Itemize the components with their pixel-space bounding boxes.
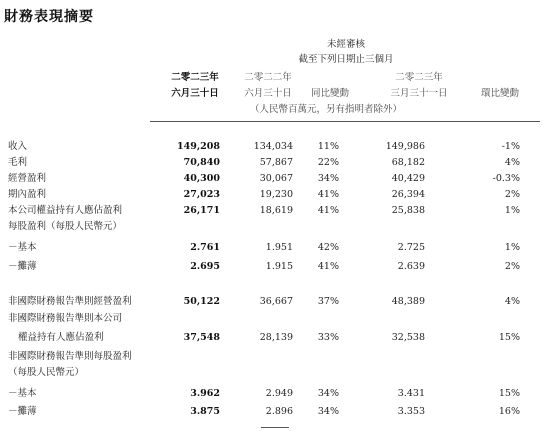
table-row xyxy=(0,387,550,400)
cell-q2-2022: 134,034 xyxy=(253,141,293,152)
cell-q2-2022: 19,230 xyxy=(259,189,293,200)
table-row xyxy=(0,331,550,344)
cell-yoy: 42% xyxy=(317,242,339,253)
row-label: 本公司權益持有人應佔盈利 xyxy=(8,205,123,216)
cell-qoq: 4% xyxy=(504,296,520,307)
table-row xyxy=(0,172,550,185)
cell-yoy: 33% xyxy=(317,332,339,343)
cell-q2-2023: 50,122 xyxy=(183,296,220,307)
cell-q1-2023: 48,389 xyxy=(391,296,425,307)
cell-qoq: 16% xyxy=(498,406,520,417)
cell-qoq: -0.3% xyxy=(492,173,520,184)
cell-q1-2023: 149,986 xyxy=(385,141,425,152)
bottom-rule xyxy=(261,427,289,428)
cell-yoy: 41% xyxy=(317,205,339,216)
row-label: 非國際財務報告準則經營盈利 xyxy=(8,296,132,307)
cell-q2-2023: 40,300 xyxy=(183,173,220,184)
cell-q2-2022: 1.915 xyxy=(265,261,293,272)
cell-yoy: 34% xyxy=(317,388,339,399)
header-col-2022-jun-date: 六月三十日 xyxy=(244,88,292,99)
page-title: 財務表現摘要 xyxy=(4,9,94,25)
header-col-2022-jun-year: 二零二二年 xyxy=(244,72,292,83)
header-period: 截至下列日期止三個月 xyxy=(298,54,394,65)
row-label: （每股人民幣元） xyxy=(8,367,85,378)
cell-q2-2023: 70,840 xyxy=(183,157,220,168)
header-rule xyxy=(150,121,540,122)
cell-q2-2023: 2.695 xyxy=(190,261,220,272)
cell-q2-2022: 36,667 xyxy=(259,296,293,307)
cell-q2-2023: 2.761 xyxy=(190,242,220,253)
table-row xyxy=(0,350,550,363)
cell-q2-2022: 2.949 xyxy=(265,388,293,399)
row-label: 非國際財務報告準則每股盈利 xyxy=(8,351,132,362)
cell-q2-2022: 28,139 xyxy=(259,332,293,343)
cell-q1-2023: 25,838 xyxy=(391,205,425,216)
header-yoy-change: 同比變動 xyxy=(310,88,349,99)
table-row xyxy=(0,260,550,273)
cell-qoq: 2% xyxy=(504,189,520,200)
cell-yoy: 34% xyxy=(317,173,339,184)
cell-q2-2022: 57,867 xyxy=(259,157,293,168)
cell-q2-2022: 1.951 xyxy=(265,242,293,253)
cell-q1-2023: 3.431 xyxy=(397,388,425,399)
cell-qoq: 1% xyxy=(504,242,520,253)
cell-q2-2022: 30,067 xyxy=(259,173,293,184)
cell-yoy: 37% xyxy=(317,296,339,307)
cell-qoq: 1% xyxy=(504,205,520,216)
cell-q2-2022: 18,619 xyxy=(259,205,293,216)
row-label: 期內盈利 xyxy=(8,189,47,200)
cell-q2-2022: 2.896 xyxy=(265,406,293,417)
cell-q1-2023: 68,182 xyxy=(391,157,425,168)
cell-q1-2023: 26,394 xyxy=(391,189,425,200)
table-row xyxy=(0,405,550,418)
cell-q1-2023: 2.639 xyxy=(397,261,425,272)
cell-qoq: 4% xyxy=(504,157,520,168)
cell-q2-2023: 37,548 xyxy=(183,332,220,343)
row-label: 每股盈利（每股人民幣元） xyxy=(8,221,123,232)
cell-qoq: 15% xyxy=(498,388,520,399)
header-unaudited: 未經審核 xyxy=(326,39,365,50)
cell-yoy: 11% xyxy=(317,141,339,152)
table-row xyxy=(0,188,550,201)
row-label: 經營盈利 xyxy=(8,173,47,184)
row-label: 毛利 xyxy=(8,157,28,168)
cell-q1-2023: 40,429 xyxy=(391,173,425,184)
row-label: 收入 xyxy=(8,141,28,152)
header-col-2023-jun-year: 二零二三年 xyxy=(171,72,219,83)
table-row xyxy=(0,366,550,379)
cell-q2-2023: 149,208 xyxy=(177,141,220,152)
table-row xyxy=(0,241,550,254)
header-col-2023-mar-date: 三月三十一日 xyxy=(390,88,448,99)
cell-q1-2023: 32,538 xyxy=(391,332,425,343)
row-label: 非國際財務報告準則本公司 xyxy=(8,313,123,324)
cell-yoy: 41% xyxy=(317,189,339,200)
table-row xyxy=(0,220,550,233)
row-label: －攤薄 xyxy=(8,406,37,417)
table-row xyxy=(0,295,550,308)
cell-q2-2023: 3.875 xyxy=(190,406,220,417)
cell-q1-2023: 3.353 xyxy=(397,406,425,417)
header-qoq-change: 環比變動 xyxy=(480,88,519,99)
header-unit-note: （人民幣百萬元，另有指明者除外） xyxy=(249,104,402,115)
header-col-2023-mar-year: 二零二三年 xyxy=(395,72,443,83)
row-label: －攤薄 xyxy=(8,261,37,272)
cell-q1-2023: 2.725 xyxy=(397,242,425,253)
table-row xyxy=(0,156,550,169)
table-row xyxy=(0,140,550,153)
cell-yoy: 41% xyxy=(317,261,339,272)
cell-q2-2023: 26,171 xyxy=(183,205,220,216)
row-label: －基本 xyxy=(8,388,37,399)
table-row xyxy=(0,204,550,217)
header-col-2023-jun-date: 六月三十日 xyxy=(171,88,219,99)
cell-yoy: 34% xyxy=(317,406,339,417)
cell-qoq: 2% xyxy=(504,261,520,272)
cell-qoq: -1% xyxy=(501,141,520,152)
cell-yoy: 22% xyxy=(317,157,339,168)
row-label: 權益持有人應佔盈利 xyxy=(18,332,104,343)
cell-q2-2023: 3.962 xyxy=(190,388,220,399)
row-label: －基本 xyxy=(8,242,37,253)
cell-qoq: 15% xyxy=(498,332,520,343)
table-row xyxy=(0,312,550,325)
cell-q2-2023: 27,023 xyxy=(183,189,220,200)
